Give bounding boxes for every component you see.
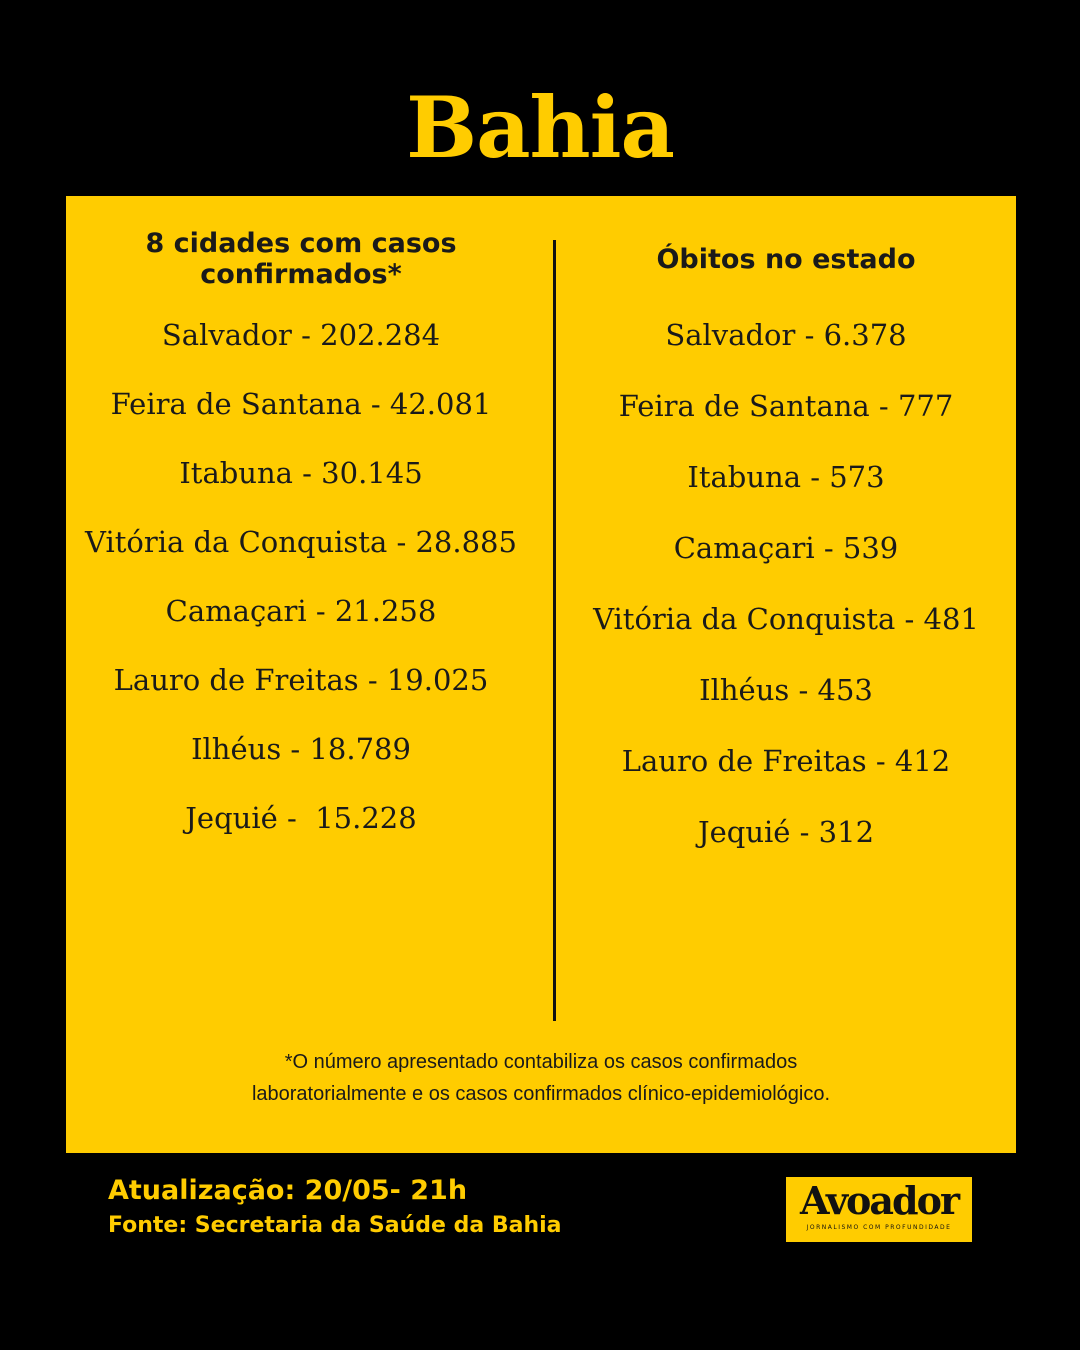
list-item: Salvador - 6.378 bbox=[665, 318, 907, 352]
deaths-list bbox=[571, 312, 1001, 880]
footnote-line2: laboratorialmente e os casos confirmados clínico-epidemiológico. bbox=[251, 1083, 831, 1105]
list-item: Lauro de Freitas - 412 bbox=[621, 744, 951, 778]
avoador-logo bbox=[786, 1177, 972, 1242]
list-item: Vitória da Conquista - 28.885 bbox=[85, 525, 517, 559]
deaths-heading: Óbitos no estado bbox=[656, 243, 916, 275]
list-item: Vitória da Conquista - 481 bbox=[593, 602, 979, 636]
list-item: Feira de Santana - 42.081 bbox=[110, 387, 492, 421]
list-item: Jequié - 15.228 bbox=[185, 801, 417, 835]
list-item: Salvador - 202.284 bbox=[161, 318, 441, 352]
page-title: Bahia bbox=[406, 78, 674, 177]
list-item: Ilhéus - 18.789 bbox=[191, 732, 411, 766]
logo-name: Avoador bbox=[800, 1178, 958, 1223]
footnote-line1: *O número apresentado contabiliza os casos confirmados bbox=[284, 1051, 798, 1073]
list-item: Itabuna - 30.145 bbox=[179, 456, 423, 490]
confirmed-cases-heading bbox=[66, 228, 536, 290]
list-item: Camaçari - 539 bbox=[673, 531, 899, 565]
deaths-column bbox=[571, 228, 1001, 880]
confirmed-cases-list bbox=[66, 312, 536, 864]
confirmed-cases-heading-line1: 8 cidades com casos bbox=[145, 228, 457, 259]
confirmed-cases-column bbox=[66, 228, 536, 864]
column-divider bbox=[553, 240, 556, 1021]
footnote bbox=[66, 1046, 1016, 1110]
list-item: Feira de Santana - 777 bbox=[618, 389, 954, 423]
logo-tagline: JORNALISMO COM PROFUNDIDADE bbox=[806, 1224, 952, 1231]
list-item: Itabuna - 573 bbox=[687, 460, 885, 494]
list-item: Lauro de Freitas - 19.025 bbox=[113, 663, 489, 697]
list-item: Camaçari - 21.258 bbox=[165, 594, 437, 628]
content-panel bbox=[66, 196, 1016, 1153]
update-timestamp: Atualização: 20/05- 21h bbox=[108, 1175, 468, 1206]
confirmed-cases-heading-line2: confirmados* bbox=[200, 259, 402, 290]
list-item: Ilhéus - 453 bbox=[699, 673, 873, 707]
source-credit: Fonte: Secretaria da Saúde da Bahia bbox=[108, 1213, 562, 1238]
list-item: Jequié - 312 bbox=[697, 815, 875, 849]
